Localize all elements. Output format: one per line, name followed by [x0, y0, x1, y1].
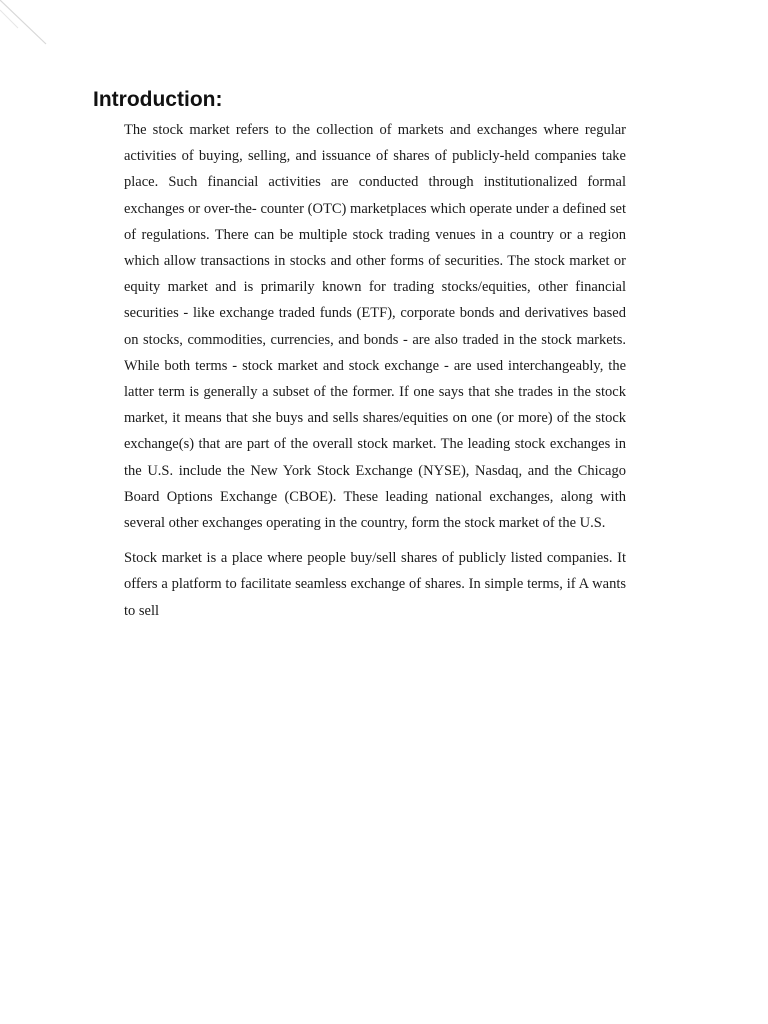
- section-heading: Introduction:: [93, 88, 223, 111]
- paragraph: The stock market refers to the collection of markets and exchanges where regular activities of buying, selling, and issuance of shares of publicly-held companies take place. Such financial activities are conducted through institutionalized formal exchanges or over-the- counter (OTC) marketplaces which operate under a defined set of regulations. There can be multiple stock trading venues in a country or a region which allow transactions in stocks and other forms of securities. The stock market or equity market and is primarily known for trading stocks/equities, other financial securities - like exchange traded funds (ETF), corporate bonds and derivatives based on stocks, commodities, currencies, and bonds - are also traded in the stock markets. While both terms - stock market and stock exchange - are used interchangeably, the latter term is generally a subset of the former. If one says that she trades in the stock market, it means that she buys and sells shares/equities on one (or more) of the stock exchange(s) that are part of the overall stock market. The leading stock exchanges in the U.S. include the New York Stock Exchange (NYSE), Nasdaq, and the Chicago Board Options Exchange (CBOE). These leading national exchanges, along with several other exchanges operating in the country, form the stock market of the U.S.: [124, 122, 626, 532]
- page-corner-fold-icon: [0, 0, 48, 48]
- paragraph: Stock market is a place where people buy/sell shares of publicly listed companies. It offers a platform to facilitate seamless exchange of shares. In simple terms, if A wants to sell: [124, 550, 626, 619]
- body-text: [124, 117, 626, 624]
